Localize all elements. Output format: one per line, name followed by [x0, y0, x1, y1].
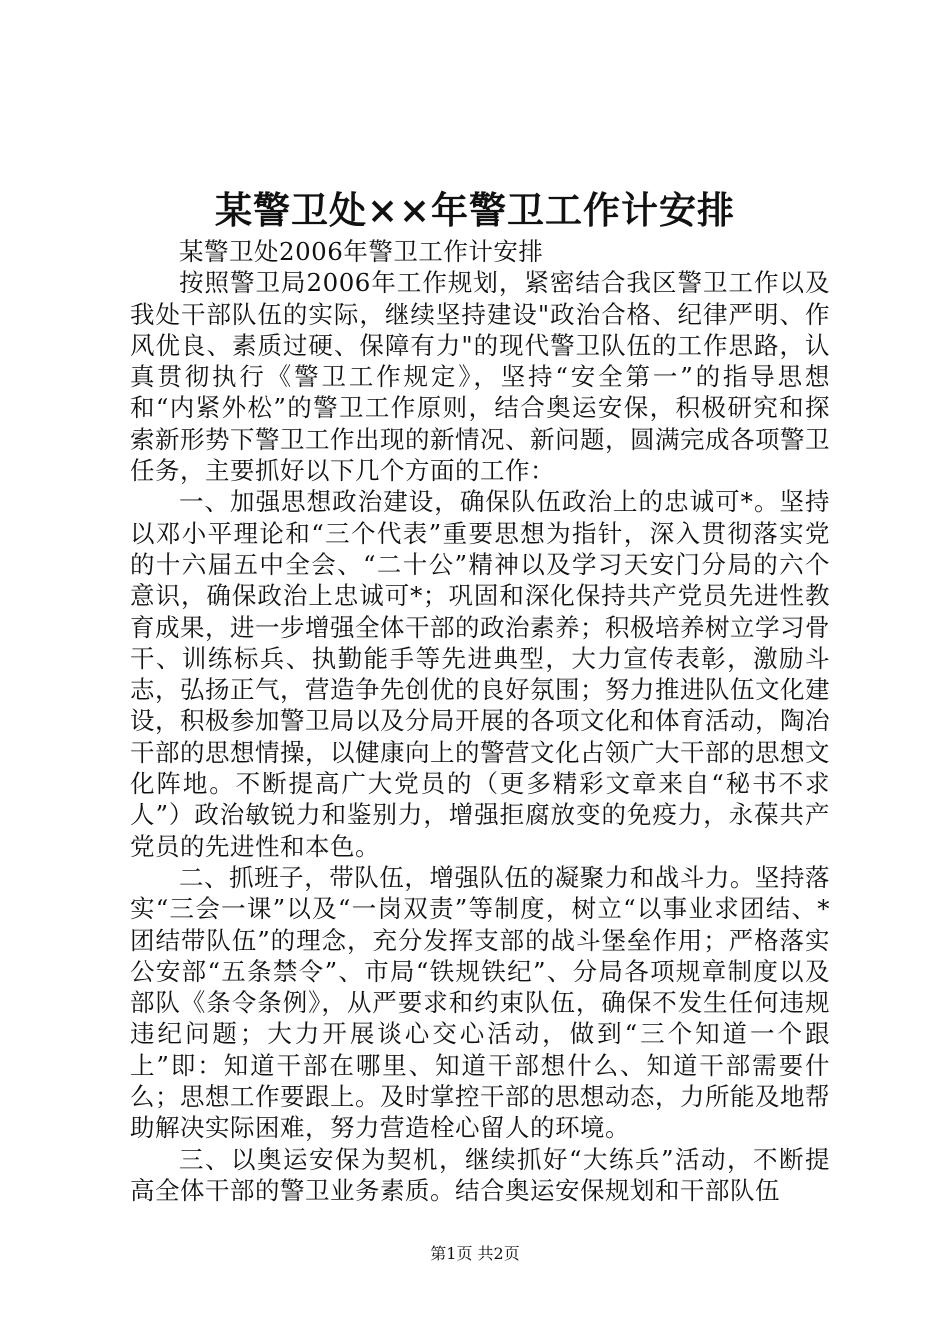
page-number-footer: 第1页 共2页 — [430, 1244, 520, 1263]
section-one-paragraph: 一、加强思想政治建设，确保队伍政治上的忠诚可*。坚持以邓小平理论和“三个代表”重要思想为指针，深入贯彻落实党的十六届五中全会、“二十公”精神以及学习天安门分局的六个意识，确保政治上忠诚可*；巩固和深化保持共产党员先进性教育成果，进一步增强全体干部的政治素养；积极培养树立学习骨干、训练标兵、执勤能手等先进典型，大力宣传表彰，激励斗志，弘扬正气，营造争先创优的良好氛围；努力推进队伍文化建设，积极参加警卫局以及分局开展的各项文化和体育活动，陶冶干部的思想情操，以健康向上的警营文化占领广大干部的思想文化阵地。不断提高广大党员的（更多精彩文章来自“秘书不求人”）政治敏锐力和鉴别力，增强拒腐放变的免疫力，永葆共产党员的先进性和本色。 — [130, 487, 830, 861]
intro-subtitle: 某警卫处2006年警卫工作计安排 — [179, 237, 544, 266]
section-three-paragraph: 三、以奥运安保为契机，继续抓好“大练兵”活动，不断提高全体干部的警卫业务素质。结合奥运安保规划和干部队伍 — [130, 1144, 830, 1205]
section-two-paragraph: 二、抓班子，带队伍，增强队伍的凝聚力和战斗力。坚持落实“三会一课”以及“一岗双责”等制度，树立“以事业求团结、*团结带队伍”的理念，充分发挥支部的战斗堡垒作用；严格落实公安部“五条禁令”、市局“铁规铁纪”、分局各项规章制度以及部队《条令条例》，从严要求和约束队伍，确保不发生任何违规违纪问题；大力开展谈心交心活动，做到“三个知道一个跟上”即：知道干部在哪里、知道干部想什么、知道干部需要什么；思想工作要跟上。及时掌控干部的思想动态，力所能及地帮助解决实际困难，努力营造栓心留人的环境。 — [130, 862, 830, 1143]
document-body — [130, 236, 830, 1206]
document-title: 某警卫处××年警卫工作计安排 — [214, 188, 735, 232]
intro-paragraph: 按照警卫局2006年工作规划，紧密结合我区警卫工作以及我处干部队伍的实际，继续坚持建设"政治合格、纪律严明、作风优良、素质过硬、保障有力"的现代警卫队伍的工作思路，认真贯彻执行《警卫工作规定》，坚持“安全第一”的指导思想和“内紧外松”的警卫工作原则，结合奥运安保，积极研究和探索新形势下警卫工作出现的新情况、新问题，圆满完成各项警卫任务，主要抓好以下几个方面的工作： — [130, 268, 830, 486]
